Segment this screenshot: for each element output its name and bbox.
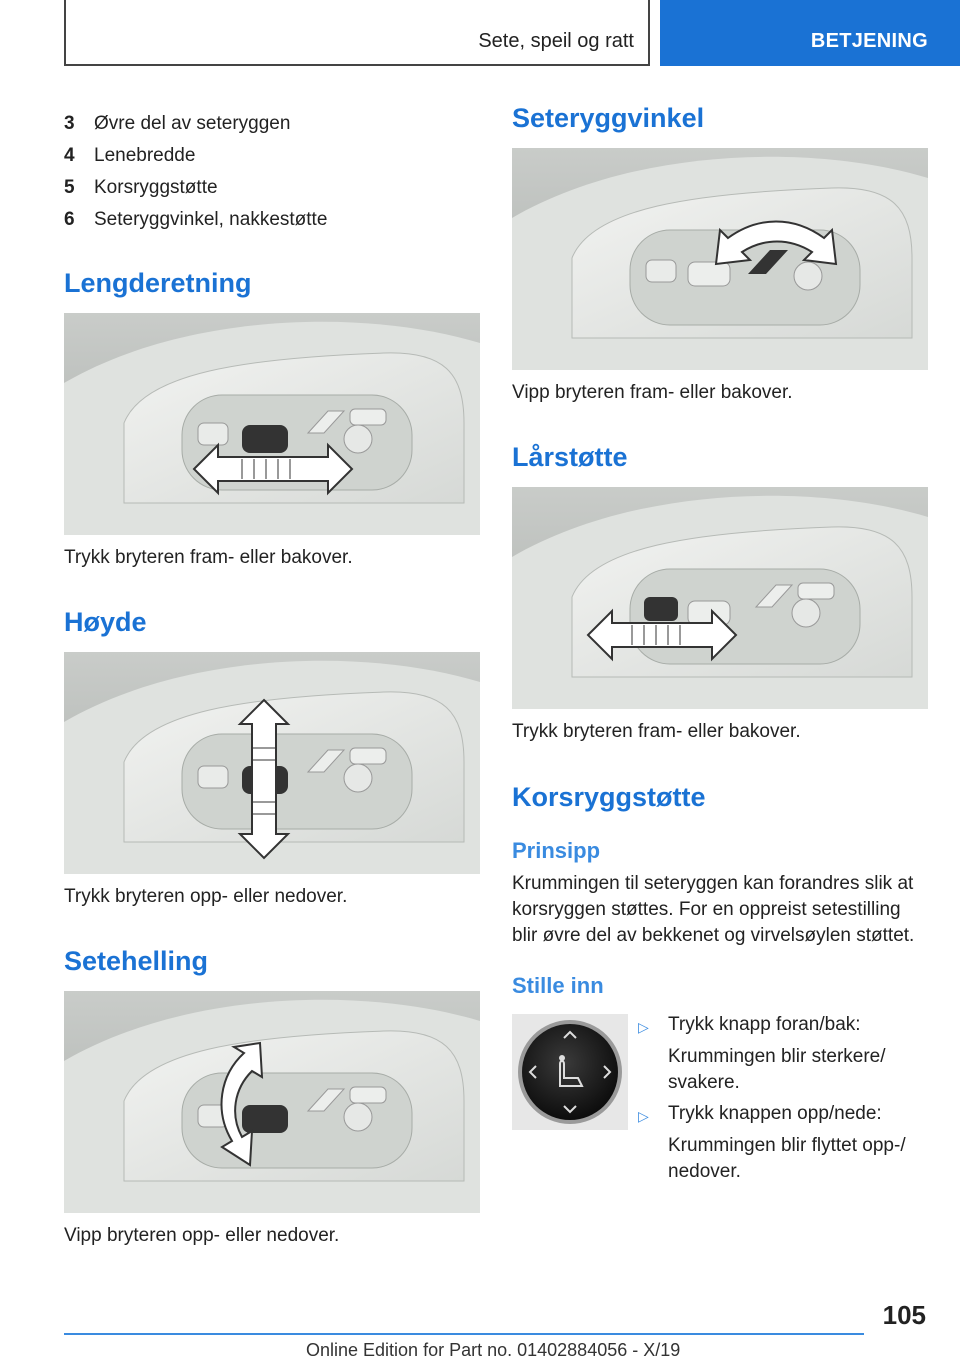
principle-paragraph xyxy=(512,871,928,949)
heading-seteryggvinkel: Seteryggvinkel xyxy=(512,103,705,133)
paragraph-line: blir øvre del av bekkenet og virvelsøylen støttet. xyxy=(512,925,915,946)
result-line: svakere. xyxy=(668,1072,740,1093)
result-line: Krummingen blir flyttet opp-/ xyxy=(668,1135,906,1156)
instruction-result xyxy=(668,1044,928,1096)
list-item-text: Seteryggvinkel, nakkestøtte xyxy=(94,209,328,230)
list-item-number: 4 xyxy=(64,145,75,166)
instruction-result xyxy=(668,1133,928,1185)
heading-hoyde: Høyde xyxy=(64,607,147,637)
seat-switch-illustration-tilt xyxy=(64,991,480,1213)
seat-switch-illustration-longitudinal xyxy=(64,313,480,535)
seat-switch-illustration-thigh-support xyxy=(512,487,928,709)
instruction-text: Trykk knappen opp/nede: xyxy=(668,1103,882,1124)
paragraph-line: korsryggen støttes. For en oppreist setestilling xyxy=(512,899,901,920)
heading-lengderetning: Lengderetning xyxy=(64,268,252,298)
instruction-text: Trykk knapp foran/bak: xyxy=(668,1014,861,1035)
header-chapter-box xyxy=(64,0,650,66)
caption-larstotte: Trykk bryteren fram- eller bakover. xyxy=(512,721,801,742)
result-line: Krummingen blir sterkere/ xyxy=(668,1046,886,1067)
list-item-text: Øvre del av seteryggen xyxy=(94,113,291,134)
caption-setehelling: Vipp bryteren opp- eller nedover. xyxy=(64,1225,340,1246)
result-line: nedover. xyxy=(668,1161,741,1182)
heading-prinsipp: Prinsipp xyxy=(512,838,601,863)
list-item-number: 3 xyxy=(64,113,75,134)
seat-switch-illustration-backrest xyxy=(512,148,928,370)
triangle-bullet-icon: ▷ xyxy=(638,1019,649,1035)
lumbar-control-knob-illustration xyxy=(512,1014,628,1130)
page-number: 105 xyxy=(882,1300,926,1330)
caption-lengderetning: Trykk bryteren fram- eller bakover. xyxy=(64,547,353,568)
heading-korsryggstotte: Korsryggstøtte xyxy=(512,782,706,812)
triangle-bullet-icon: ▷ xyxy=(638,1108,649,1124)
list-item-text: Lenebredde xyxy=(94,145,196,166)
heading-stille-inn: Stille inn xyxy=(512,973,604,998)
chapter-title: Sete, speil og ratt xyxy=(478,30,634,52)
paragraph-line: Krummingen til seteryggen kan forandres slik at xyxy=(512,873,914,894)
header-section-tab xyxy=(660,0,960,66)
list-item-number: 6 xyxy=(64,209,75,230)
caption-seteryggvinkel: Vipp bryteren fram- eller bakover. xyxy=(512,382,793,403)
list-item-text: Korsryggstøtte xyxy=(94,177,218,198)
list-item-number: 5 xyxy=(64,177,75,198)
footer-edition: Online Edition for Part no. 01402884056 - X/19 xyxy=(306,1340,681,1360)
footer-divider xyxy=(64,1333,864,1335)
heading-setehelling: Setehelling xyxy=(64,946,209,976)
caption-hoyde: Trykk bryteren opp- eller nedover. xyxy=(64,886,348,907)
seat-switch-illustration-height xyxy=(64,652,480,874)
section-title: BETJENING xyxy=(810,30,928,52)
heading-larstotte: Lårstøtte xyxy=(512,442,628,472)
